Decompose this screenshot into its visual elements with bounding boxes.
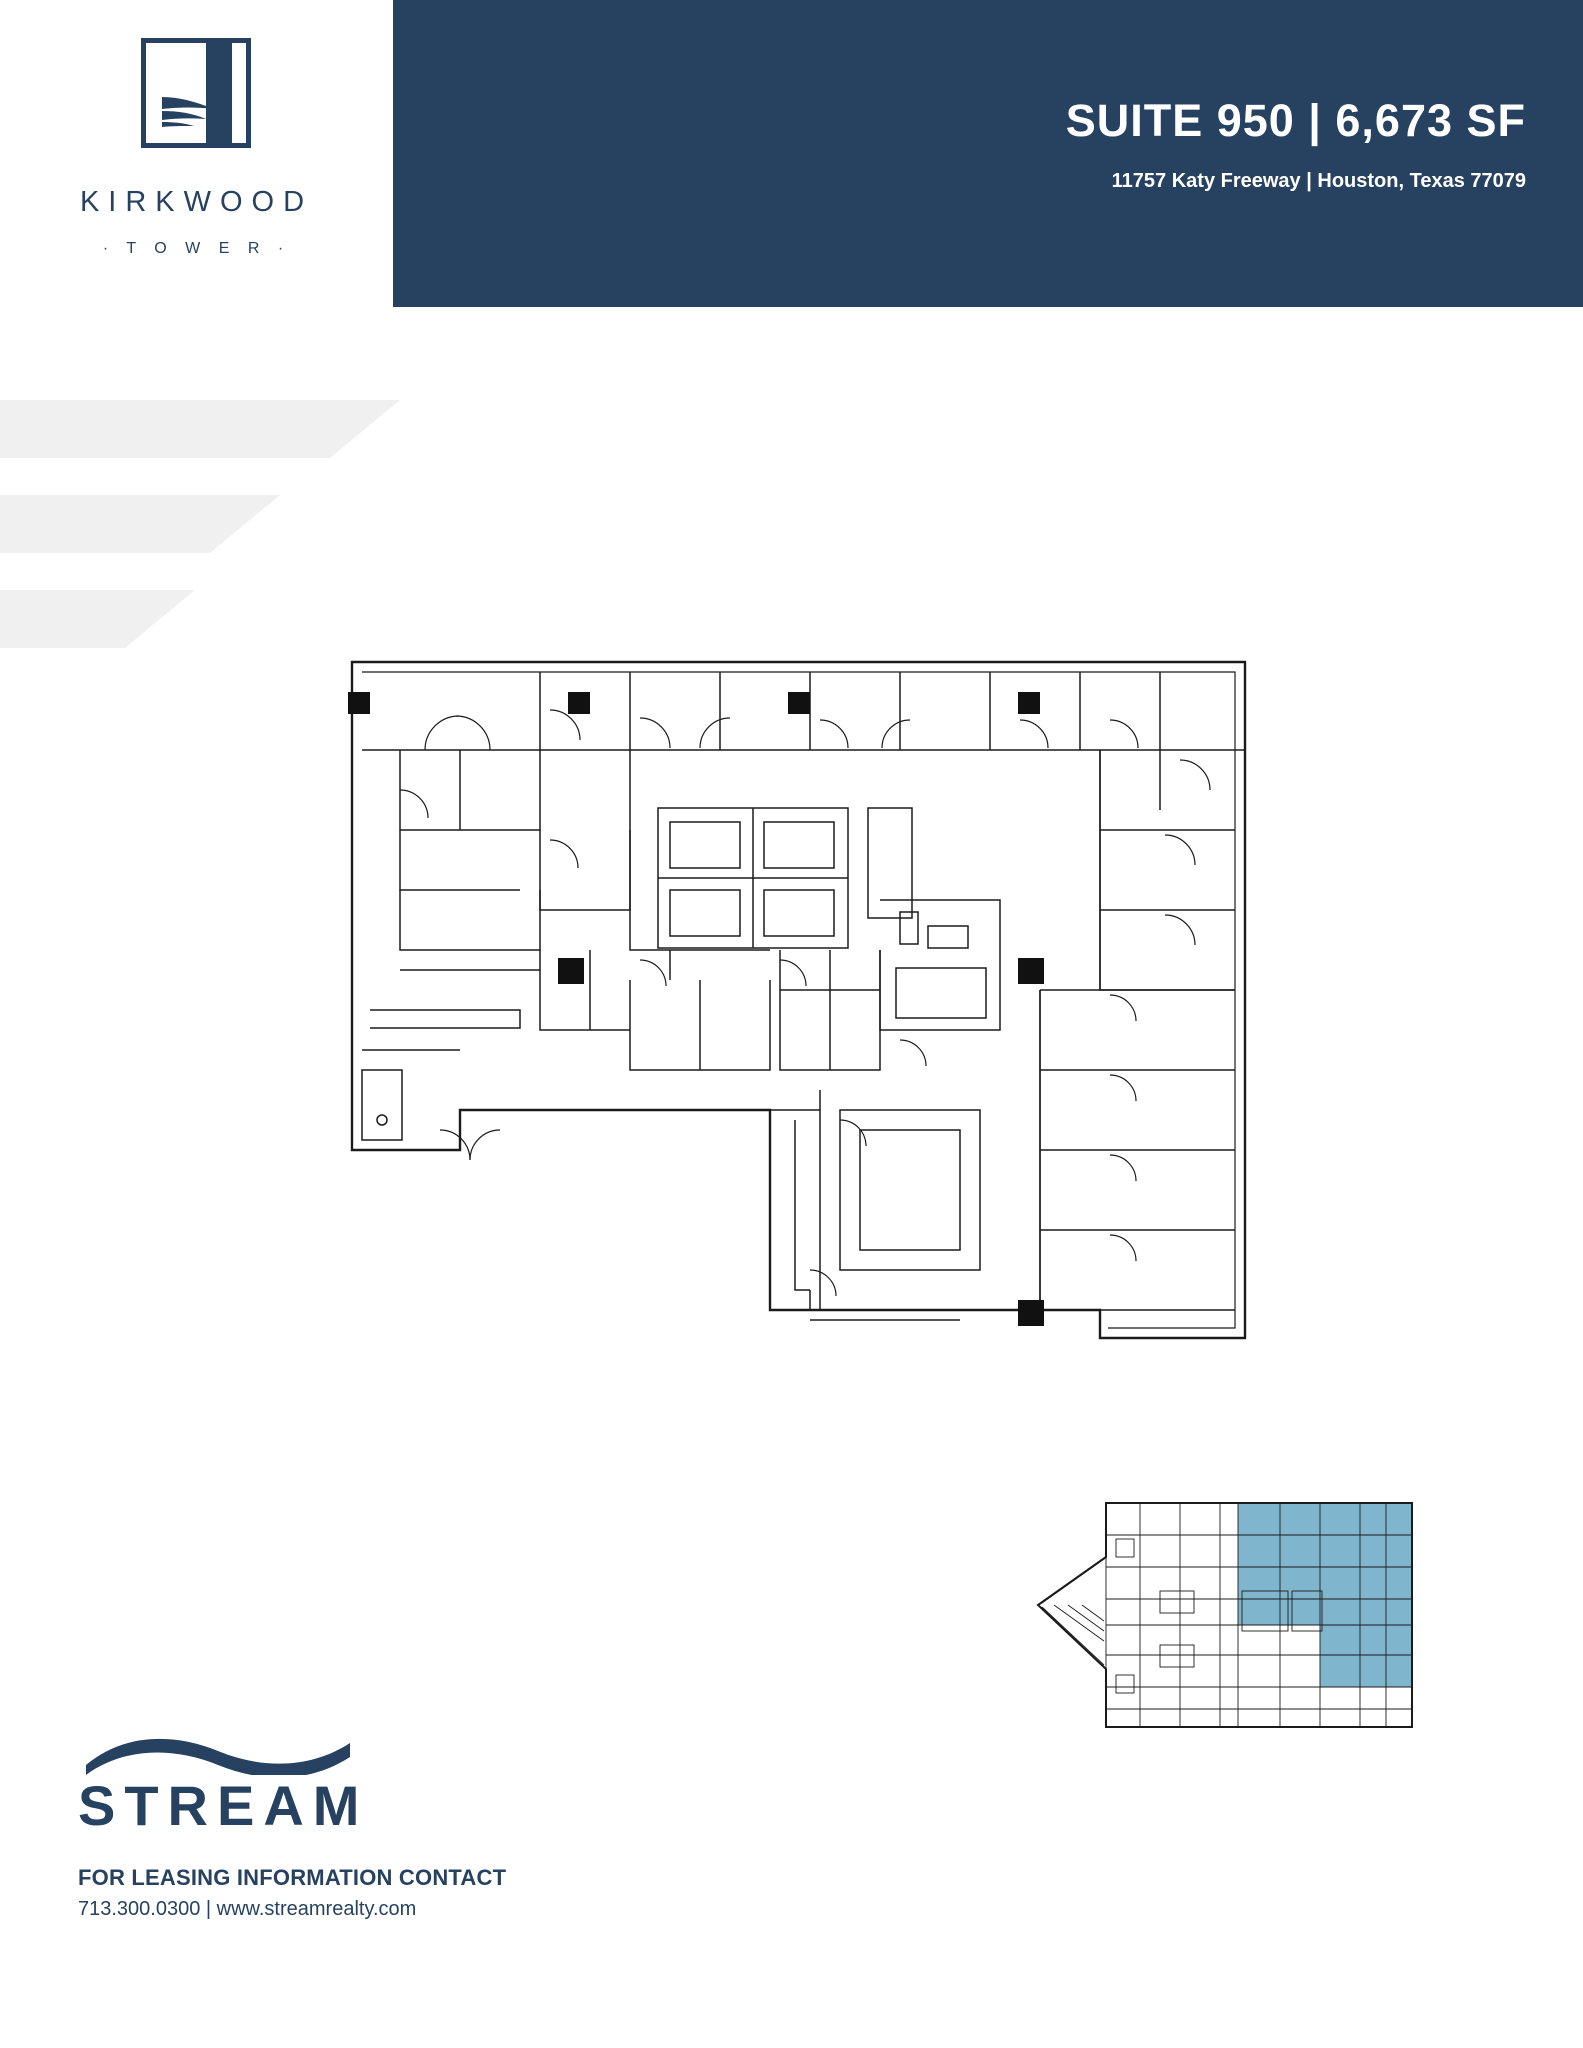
- header-title-bar: [393, 0, 1583, 307]
- leasing-heading: FOR LEASING INFORMATION CONTACT: [78, 1865, 507, 1890]
- leasing-contact-info[interactable]: 713.300.0300 | www.streamrealty.com: [78, 1898, 417, 1920]
- building-floor-key-plan: [1020, 1495, 1440, 1735]
- page-title: SUITE 950 | 6,673 SF: [1065, 95, 1526, 146]
- header-logo-area: [0, 0, 393, 307]
- logo-sub-text: · T O W E R ·: [102, 240, 291, 257]
- stream-wave-icon: [84, 1735, 354, 1775]
- page-header: [0, 0, 1583, 307]
- suite-950-floor-plan: [340, 650, 1270, 1370]
- logo-brand-text: KIRKWOOD: [79, 186, 314, 218]
- stream-brand-text: STREAM: [78, 1774, 369, 1837]
- property-address: 11757 Katy Freeway | Houston, Texas 77079: [1111, 170, 1526, 192]
- kirkwood-tower-logo-icon: [141, 38, 251, 148]
